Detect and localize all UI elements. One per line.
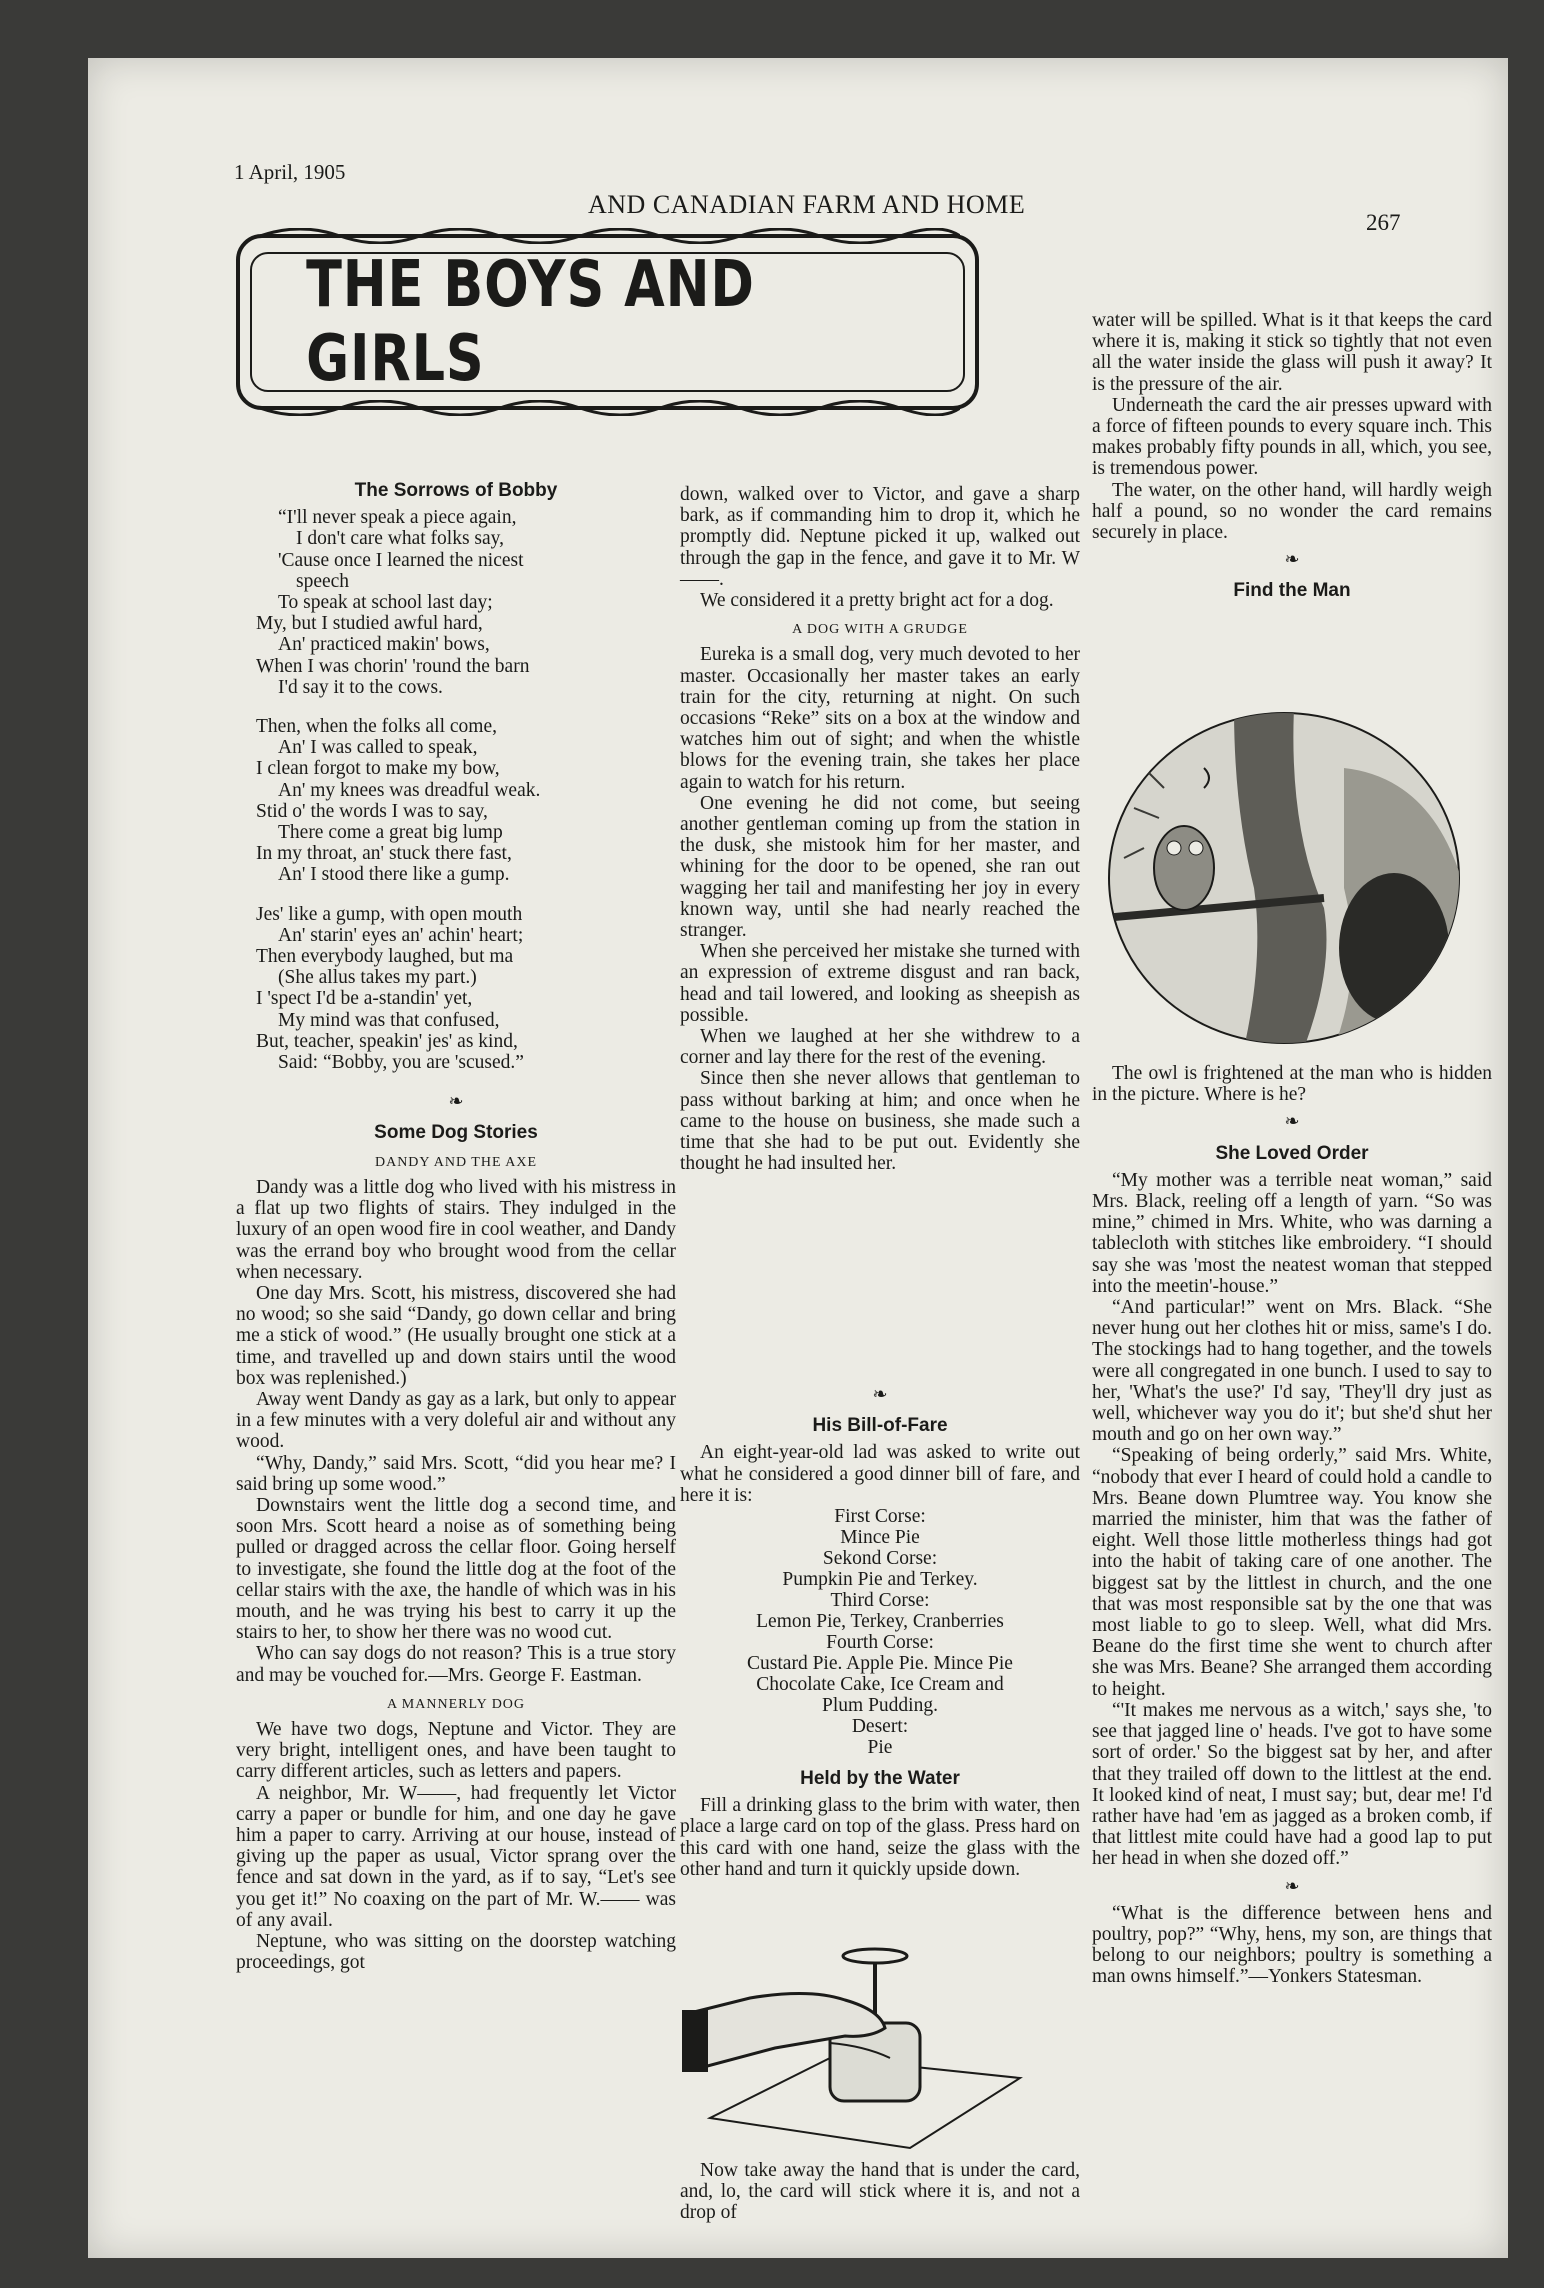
ornament-divider: ❧ [448,1091,464,1112]
paragraph: water will be spilled. What is it that keeps the card where it is, making it stick so tightly that not even all the water inside the glass will push it away? It is the pressure of the air. [1092,310,1492,395]
column-middle-lower [680,1378,1080,1880]
poem-line: 'Cause once I learned the nicest [278,549,524,571]
paragraph: A neighbor, Mr. W——, had frequently let Victor carry a paper or bundle for him, and one day he gave him a paper to carry. Arriving at our house, instead of giving up the paper as usual, Victor sprang over the fence and sat down in the yard, as if to say, “Let's see you get it!” No coaxing on the part of Mr. W.—— was of any avail. [236,1782,676,1931]
article-title-she-loved-order: She Loved Order [1215,1142,1369,1164]
menu-line: Fourth Corse: [826,1632,934,1654]
poem-line: To speak at school last day; [278,592,493,614]
poem-line: speech [296,570,350,592]
article-title-find-the-man: Find the Man [1233,580,1351,602]
poem-line: An' I stood there like a gump. [278,864,510,886]
scroll-ornament-top [260,228,960,244]
menu-line: Desert: [851,1716,909,1738]
poem-line: I don't care what folks say, [296,528,505,550]
paragraph: We considered it a pretty bright act for a dog. [700,590,1054,612]
poem-stanza [236,507,676,698]
paragraph: “Speaking of being orderly,” said Mrs. White, “nobody that ever I heard of could hold a candle to Mrs. Beane down Plumtree way. You know she married the minister, him that was the father of eight. Well those little motherless things had got into the habit of taking care of one another. The biggest sat by the littlest in church, and the one that was most responsible sat by the one that was most liable to go to sleep. Well, what did Mrs. Beane do the first time she went to church after she was Mrs. Beane? She arranged them according to height. [1092,1445,1492,1700]
paragraph: Who can say dogs do not reason? This is a true story and may be vouched for.—Mrs. George F. Eastman. [236,1643,676,1686]
article-title-dog-stories: Some Dog Stories [374,1122,538,1144]
column-middle [680,484,1080,1175]
menu-line: Pie [867,1737,893,1759]
column-right [1092,310,1492,608]
poem-line: But, teacher, speakin' jes' as kind, [256,1030,518,1052]
poem-line: Then, when the folks all come, [256,716,497,738]
poem-line: I clean forgot to make my bow, [256,758,500,780]
menu-line: Custard Pie. Apple Pie. Mince Pie [747,1653,1013,1675]
poem-line: Stid o' the words I was to say, [256,800,488,822]
section-banner [236,234,979,410]
poem-sorrows-of-bobby [236,507,676,1073]
poem-line: An' starin' eyes an' achin' heart; [278,924,524,946]
bill-of-fare-menu [680,1506,1080,1758]
paragraph: “'It makes me nervous as a witch,' says she, 'to see that jagged line o' heads. I've got to have some sort of order.' So the biggest sat by her, and after that they trailed off down to the littlest at the end. It looked kind of neat, I must say; but, dear me! I'd rather have had 'em as jagged as a broken comb, if that littlest mite could have had a good lap to put her head in when she dozed off.” [1092,1699,1492,1870]
paragraph: The water, on the other hand, will hardly weigh half a pound, so no wonder the card remains securely in place. [1092,479,1492,544]
paragraph: “My mother was a terrible neat woman,” said Mrs. Black, reeling off a length of yarn. “So was mine,” chimed in Mrs. White, who was darning a tablecloth with stitches like embroidery. “I should say she was 'most the neatest woman that stepped into the meetin'-house.” [1092,1169,1492,1297]
banner-title: THE BOYS AND GIRLS [306,248,755,396]
newspaper-page [88,58,1508,2258]
poem-line: My, but I studied awful hard, [256,613,483,635]
issue-date: 1 April, 1905 [234,160,346,184]
menu-line: Sekond Corse: [822,1548,938,1570]
poem-line: There come a great big lump [278,822,503,844]
paragraph: An eight-year-old lad was asked to write out what he considered a good dinner bill of fare, and here it is: [680,1442,1080,1506]
article-title-held-by-water: Held by the Water [800,1768,960,1790]
menu-line: Lemon Pie, Terkey, Cranberries [756,1611,1004,1633]
paragraph: Since then she never allows that gentleman to pass without barking at him; and once when he came to the house on business, she made such a time that she had to be put out. Evidently she thought he had insulted her. [680,1068,1080,1175]
poem-line: Then everybody laughed, but ma [256,946,514,968]
paragraph: “And particular!” went on Mrs. Black. “She never hung out her clothes hit or miss, same's I do. The stockings had to hang together, and the towels were all congregated in one bunch. I used to say to her, 'What's the use?' I'd say, 'They'll dry just as well, whichever way you do it'; but she'd shut her mouth and go on her own way.” [1092,1297,1492,1446]
article-title-sorrows: The Sorrows of Bobby [354,480,558,501]
subtitle-mannerly: A MANNERLY DOG [386,1696,526,1712]
subtitle-dandy: DANDY AND THE AXE [374,1154,538,1170]
poem-line: I'd say it to the cows. [278,676,443,698]
poem-line: My mind was that confused, [278,1009,500,1031]
poem-line: I 'spect I'd be a-standin' yet, [256,988,473,1010]
ornament-divider: ❧ [1284,549,1300,570]
paragraph: Eureka is a small dog, very much devoted to her master. Occasionally her master takes an early train for the city, returning at night. On such occasions “Reke” sits on a box at the window and watches him out of sight; and when the whistle blows for the evening train, she takes her place again to watch for his return. [680,644,1080,793]
ornament-divider: ❧ [1284,1111,1300,1132]
column-middle-bottom [680,2160,1080,2224]
paragraph: Away went Dandy as gay as a lark, but only to appear in a few minutes with a very doleful air and without any wood. [236,1388,676,1453]
paragraph: We have two dogs, Neptune and Victor. They are very bright, intelligent ones, and have been taught to carry different articles, such as letters and papers. [236,1718,676,1783]
paragraph: Fill a drinking glass to the brim with water, then place a large card on top of the glass. Press hard on this card with one hand, seize the glass with the other hand and turn it quickly upside down. [680,1795,1080,1880]
paragraph: When we laughed at her she withdrew to a corner and lay there for the rest of the evening. [680,1026,1080,1069]
paragraph: “Why, Dandy,” said Mrs. Scott, “did you hear me? I said bring up some wood.” [236,1452,676,1495]
menu-line: Mince Pie [840,1527,920,1549]
poem-line: In my throat, an' stuck there fast, [256,843,512,865]
paragraph: When she perceived her mistake she turned with an expression of extreme disgust and ran back, head and tail lowered, and looking as sheepish as possible. [680,941,1080,1026]
owl-puzzle-illustration [1104,708,1474,1048]
poem-stanza [236,716,676,886]
poem-line: When I was chorin' 'round the barn [256,655,530,677]
paragraph-joke: “What is the difference between hens and poultry, pop?” “Why, hens, my son, are things that belong to our neighbors; poultry is something a man owns himself.”—Yonkers Statesman. [1092,1902,1492,1988]
paragraph: One evening he did not come, but seeing another gentleman coming up from the station in the dusk, she mistook him for her master, and whining for the door to be opened, she ran out wagging her tail and manifesting her joy in every known way, until she had nearly reached the stranger. [680,792,1080,942]
paragraph: Dandy was a little dog who lived with his mistress in a flat up two flights of stairs. They indulged in the luxury of an open wood fire in cool weather, and Dandy was the errand boy who brought wood from the cellar when necessary. [236,1176,676,1283]
column-left [236,470,676,1973]
poem-line: An' practiced makin' bows, [278,634,490,656]
paragraph: down, walked over to Victor, and gave a sharp bark, as if commanding him to drop it, which he promptly did. Neptune picked it up, walked out through the gap in the fence, and gave it to Mr. W——. [680,484,1080,590]
hand-glass-illustration [680,1918,1040,2168]
paragraph: One day Mrs. Scott, his mistress, discovered she had no wood; so she said “Dandy, go down cellar and bring me a stick of wood.” (He usually brought one stick at a time, and travelled up and down stairs until the wood box was replenished.) [236,1282,676,1389]
paragraph: Now take away the hand that is under the card, and, lo, the card will stick where it is, and not a drop of [680,2160,1080,2224]
poem-stanza [236,904,676,1074]
paragraph: Neptune, who was sitting on the doorstep watching proceedings, got [236,1931,676,1974]
scroll-ornament-bottom [260,400,960,416]
figure-caption: The owl is frightened at the man who is hidden in the picture. Where is he? [1092,1063,1492,1106]
page-number: 267 [1366,210,1401,235]
poem-line: An' I was called to speak, [278,737,478,759]
poem-line: “I'll never speak a piece again, [278,507,517,529]
subtitle-grudge: A DOG WITH A GRUDGE [792,622,968,638]
menu-line: Plum Pudding. [822,1695,938,1717]
ornament-divider: ❧ [1284,1875,1300,1896]
poem-line: Jes' like a gump, with open mouth [256,903,523,925]
poem-line: (She allus takes my part.) [278,967,477,989]
poem-line: Said: “Bobby, you are 'scused.” [278,1052,524,1074]
menu-line: Pumpkin Pie and Terkey. [782,1569,978,1591]
article-title-bill-of-fare: His Bill-of-Fare [812,1415,948,1437]
menu-line: Chocolate Cake, Ice Cream and [756,1674,1004,1696]
paragraph: Underneath the card the air presses upward with a force of fifteen pounds to every square inch. This makes probably fifty pounds in all, which, you see, is tremendous power. [1092,394,1492,480]
menu-line: First Corse: [834,1506,926,1528]
publication-title: AND CANADIAN FARM AND HOME [588,190,1026,219]
ornament-divider: ❧ [872,1384,888,1404]
column-right-lower [1092,1063,1492,1988]
paragraph: Downstairs went the little dog a second time, and soon Mrs. Scott heard a noise as of something being pulled or dragged across the cellar floor. Going herself to investigate, she found the little dog at the foot of the cellar stairs with the axe, the handle of which was in his mouth, and he was trying his best to carry it up the stairs to her, to show her there was no wood cut. [236,1494,676,1644]
menu-line: Third Corse: [830,1590,930,1612]
poem-line: An' my knees was dreadful weak. [278,779,541,801]
